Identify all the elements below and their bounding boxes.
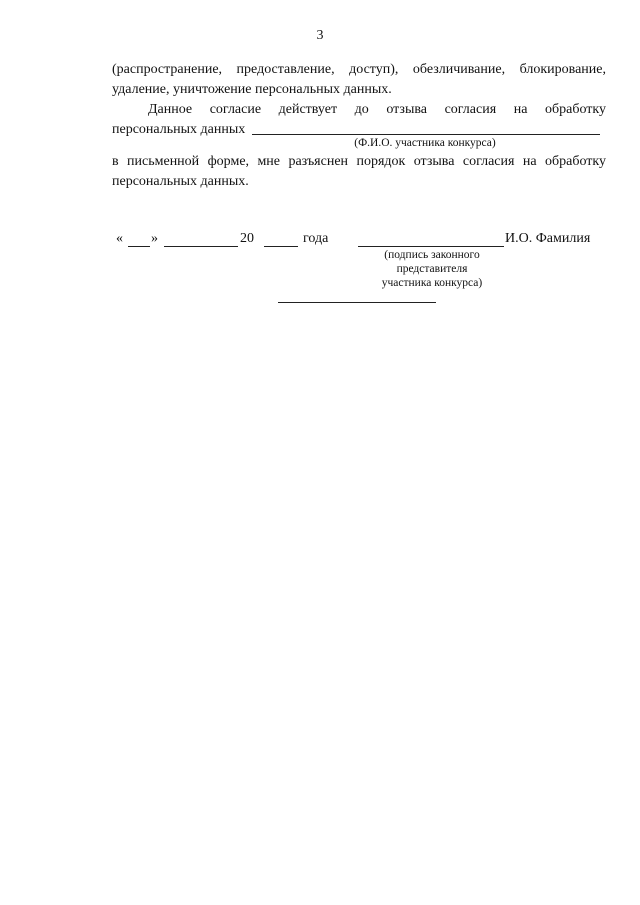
fio-caption: (Ф.И.О. участника конкурса) bbox=[354, 137, 496, 149]
month-field[interactable] bbox=[164, 246, 238, 247]
open-quote: « bbox=[116, 231, 123, 246]
signer-name: И.О. Фамилия bbox=[505, 231, 591, 246]
paragraph-2-line-2: персональных данных bbox=[112, 122, 246, 137]
fio-underline[interactable] bbox=[252, 134, 600, 135]
year-field[interactable] bbox=[264, 246, 298, 247]
signature-field[interactable] bbox=[358, 246, 504, 247]
close-quote: » bbox=[151, 231, 158, 246]
paragraph-3-line-1: в письменной форме, мне разъяснен порядок отзыва согласия на обработку bbox=[112, 154, 606, 169]
bottom-divider bbox=[278, 302, 436, 303]
day-field[interactable] bbox=[128, 246, 150, 247]
paragraph-1-line-1: (распространение, предоставление, доступ), обезличивание, блокирование, bbox=[112, 62, 606, 77]
signature-caption-line-3: участника конкурса) bbox=[381, 277, 483, 289]
paragraph-2-line-1: Данное согласие действует до отзыва согласия на обработку bbox=[148, 102, 606, 117]
page-number: 3 bbox=[316, 28, 324, 43]
signature-caption bbox=[362, 248, 502, 290]
paragraph-1-line-2: удаление, уничтожение персональных данных. bbox=[112, 82, 392, 97]
signature-caption-line-2: представителя bbox=[396, 263, 468, 275]
paragraph-3-line-2: персональных данных. bbox=[112, 174, 249, 189]
year-suffix: года bbox=[303, 231, 329, 246]
signature-caption-line-1: (подпись законного bbox=[384, 249, 480, 261]
year-prefix: 20 bbox=[240, 231, 254, 246]
